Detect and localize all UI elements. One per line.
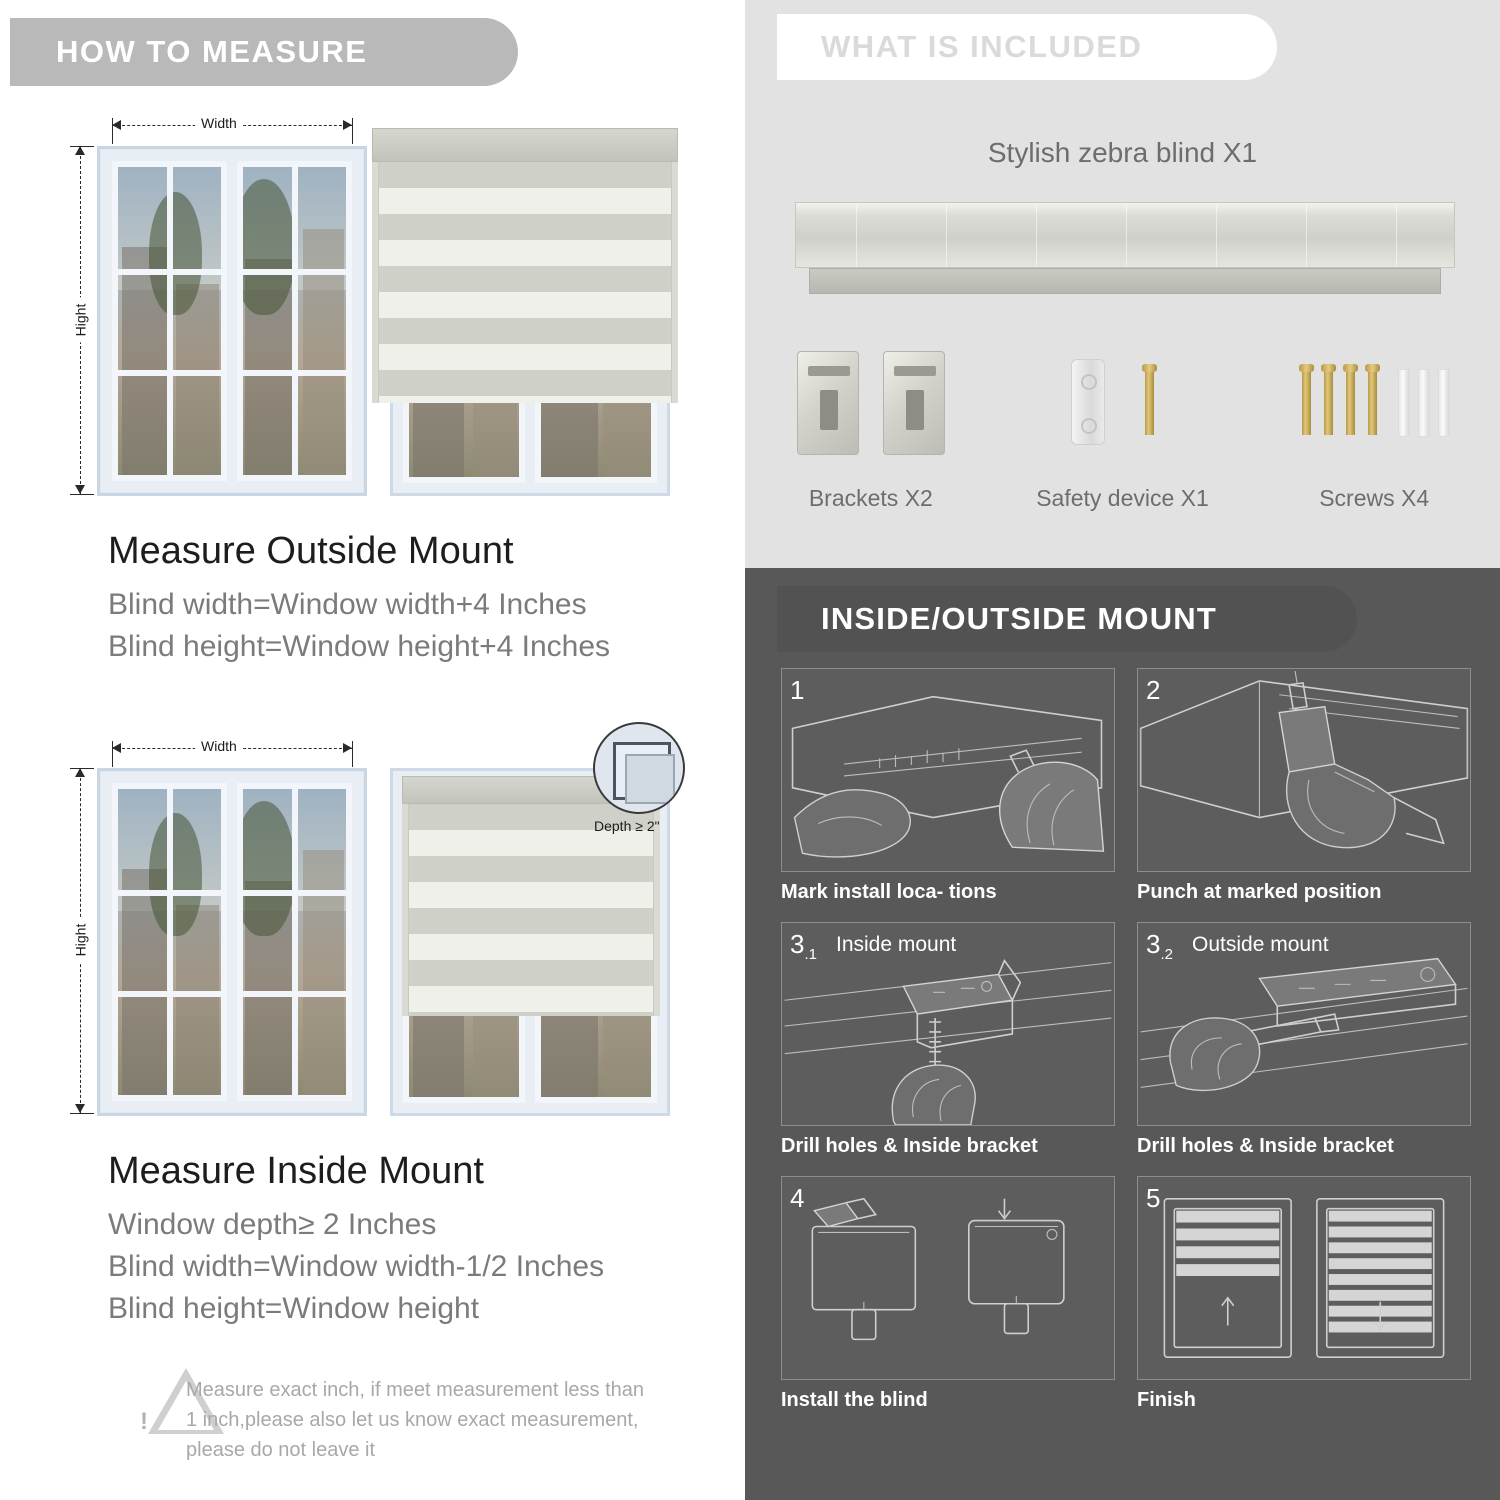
- wall-anchor-icon-2: [1418, 369, 1430, 437]
- step-1-caption: Mark install loca- tions: [781, 881, 997, 903]
- inside-spec-2: Blind width=Window width-1/2 Inches: [108, 1250, 605, 1283]
- step-5-number: 5: [1146, 1183, 1161, 1213]
- inside-height-arrow-up: [75, 768, 85, 777]
- warning-exclamation: !: [140, 1408, 148, 1435]
- step-4-drawing: [782, 1177, 1114, 1379]
- outside-spec-1: Blind width=Window width+4 Inches: [108, 588, 587, 621]
- step-2-caption: Punch at marked position: [1137, 881, 1382, 903]
- wall-anchor-icon-3: [1438, 369, 1450, 437]
- outside-height-label: Hight: [72, 298, 88, 343]
- wall-anchor-icon-1: [1398, 369, 1410, 437]
- bracket-icon-2: [883, 351, 945, 455]
- inside-width-arrow-right: [343, 743, 352, 753]
- zebra-blind-product-image: [795, 202, 1455, 312]
- step-3-1: [781, 922, 1115, 1158]
- step-2: [1137, 668, 1471, 904]
- step-3-2-number: $3_{.2}$: [1146, 929, 1173, 964]
- how-to-measure-title: HOW TO MEASURE: [56, 34, 368, 69]
- window-outside-plain: [97, 146, 367, 496]
- brackets-label: Brackets X2: [808, 485, 933, 511]
- steps-grid: [781, 668, 1471, 1412]
- step-2-number: 2: [1146, 675, 1161, 705]
- screw-icon-1: [1302, 371, 1311, 435]
- blind-fabric: [378, 162, 672, 403]
- inside-height-tick-bottom: [70, 1113, 94, 1114]
- outside-width-label: Width: [195, 115, 243, 131]
- blind-headrail: [372, 128, 678, 162]
- step-4-caption: Install the blind: [781, 1389, 928, 1411]
- parts-row: [745, 345, 1500, 512]
- part-screws: [1248, 345, 1500, 512]
- step-3-2: [1137, 922, 1471, 1158]
- step-1-art: [781, 668, 1115, 872]
- window-pane-right: [237, 161, 352, 481]
- inside-outside-mount-badge: [777, 586, 1357, 652]
- step-3-1-inline-label: Inside mount: [836, 933, 957, 956]
- inside-outside-mount-panel: [745, 568, 1500, 1500]
- outside-width-arrow-right: [343, 120, 352, 130]
- brackets-art: [745, 345, 997, 465]
- how-to-measure-badge: [10, 18, 518, 86]
- blind-fabric-2: [408, 804, 654, 1016]
- depth-callout-circle: [593, 722, 685, 814]
- window-pane-left-3: [112, 783, 227, 1101]
- product-title: Stylish zebra blind X1: [987, 137, 1258, 168]
- outside-height-tick-top: [70, 146, 94, 147]
- step-3-2-art: [1137, 922, 1471, 1126]
- how-to-measure-panel: [0, 0, 745, 1500]
- step-2-drawing: [1138, 669, 1470, 871]
- outside-height-arrow-down: [75, 485, 85, 494]
- what-is-included-panel: [745, 0, 1500, 568]
- inside-spec-1: Window depth≥ 2 Inches: [108, 1208, 437, 1241]
- inside-height-arrow-down: [75, 1104, 85, 1113]
- outside-width-tick-right: [352, 118, 353, 144]
- inside-width-arrow-left: [112, 743, 121, 753]
- step-1: [781, 668, 1115, 904]
- outside-width-tick-left: [112, 118, 113, 144]
- step-5-art: [1137, 1176, 1471, 1380]
- zebra-blind-inside-mount: [402, 776, 660, 1016]
- part-safety-device: [997, 345, 1249, 512]
- inside-width-label: Width: [195, 738, 243, 754]
- inside-mount-heading: Measure Inside Mount: [108, 1150, 484, 1192]
- product-headrail: [795, 202, 1455, 268]
- step-4-number: 4: [790, 1183, 805, 1213]
- step-5-drawing: [1138, 1177, 1470, 1379]
- step-2-art: [1137, 668, 1471, 872]
- warning-note-text: Measure exact inch, if meet measurement less than 1 inch,please also let us know exact measurement, please do not leave it: [186, 1379, 644, 1461]
- window-inside-plain: [97, 768, 367, 1116]
- inside-height-tick-top: [70, 768, 94, 769]
- screws-label: Screws X4: [1319, 485, 1430, 511]
- safety-device-label: Safety device X1: [1036, 485, 1209, 511]
- right-column: [745, 0, 1500, 1500]
- outside-height-arrow-up: [75, 146, 85, 155]
- step-3-2-inline-label: Outside mount: [1192, 933, 1329, 956]
- outside-mount-heading: Measure Outside Mount: [108, 530, 514, 572]
- step-1-number: 1: [790, 675, 805, 705]
- step-5: [1137, 1176, 1471, 1412]
- safety-device-icon: [1071, 359, 1105, 445]
- step-1-drawing: [782, 669, 1114, 871]
- outside-height-tick-bottom: [70, 494, 94, 495]
- step-4-art: [781, 1176, 1115, 1380]
- zebra-blind-outside-mount: [372, 128, 678, 403]
- inside-spec-3: Blind height=Window height: [108, 1292, 480, 1325]
- outside-width-arrow-left: [112, 120, 121, 130]
- screw-icon-4: [1368, 371, 1377, 435]
- outside-spec-2: Blind height=Window height+4 Inches: [108, 630, 611, 663]
- bracket-icon-1: [797, 351, 859, 455]
- depth-label: Depth ≥ 2": [594, 818, 660, 834]
- step-3-2-caption: Drill holes & Inside bracket: [1137, 1135, 1394, 1157]
- step-3-1-caption: Drill holes & Inside bracket: [781, 1135, 1038, 1157]
- inside-height-label: Hight: [72, 918, 88, 963]
- part-brackets: [745, 345, 997, 512]
- screws-art: [1248, 345, 1500, 465]
- window-pane-right-3: [237, 783, 352, 1101]
- safety-screw-icon: [1145, 371, 1154, 435]
- product-bottom-rail: [809, 268, 1441, 294]
- screw-icon-2: [1324, 371, 1333, 435]
- screw-icon-3: [1346, 371, 1355, 435]
- window-pane-left: [112, 161, 227, 481]
- step-3-1-art: [781, 922, 1115, 1126]
- safety-device-art: [997, 345, 1249, 465]
- what-is-included-title: WHAT IS INCLUDED: [821, 29, 1143, 64]
- inside-width-tick-left: [112, 741, 113, 767]
- what-is-included-badge: [777, 14, 1277, 80]
- step-4: [781, 1176, 1115, 1412]
- step-3-1-number: $3_{.1}$: [790, 929, 817, 964]
- inside-width-tick-right: [352, 741, 353, 767]
- step-5-caption: Finish: [1137, 1389, 1196, 1411]
- inside-outside-mount-title: INSIDE/OUTSIDE MOUNT: [821, 601, 1218, 636]
